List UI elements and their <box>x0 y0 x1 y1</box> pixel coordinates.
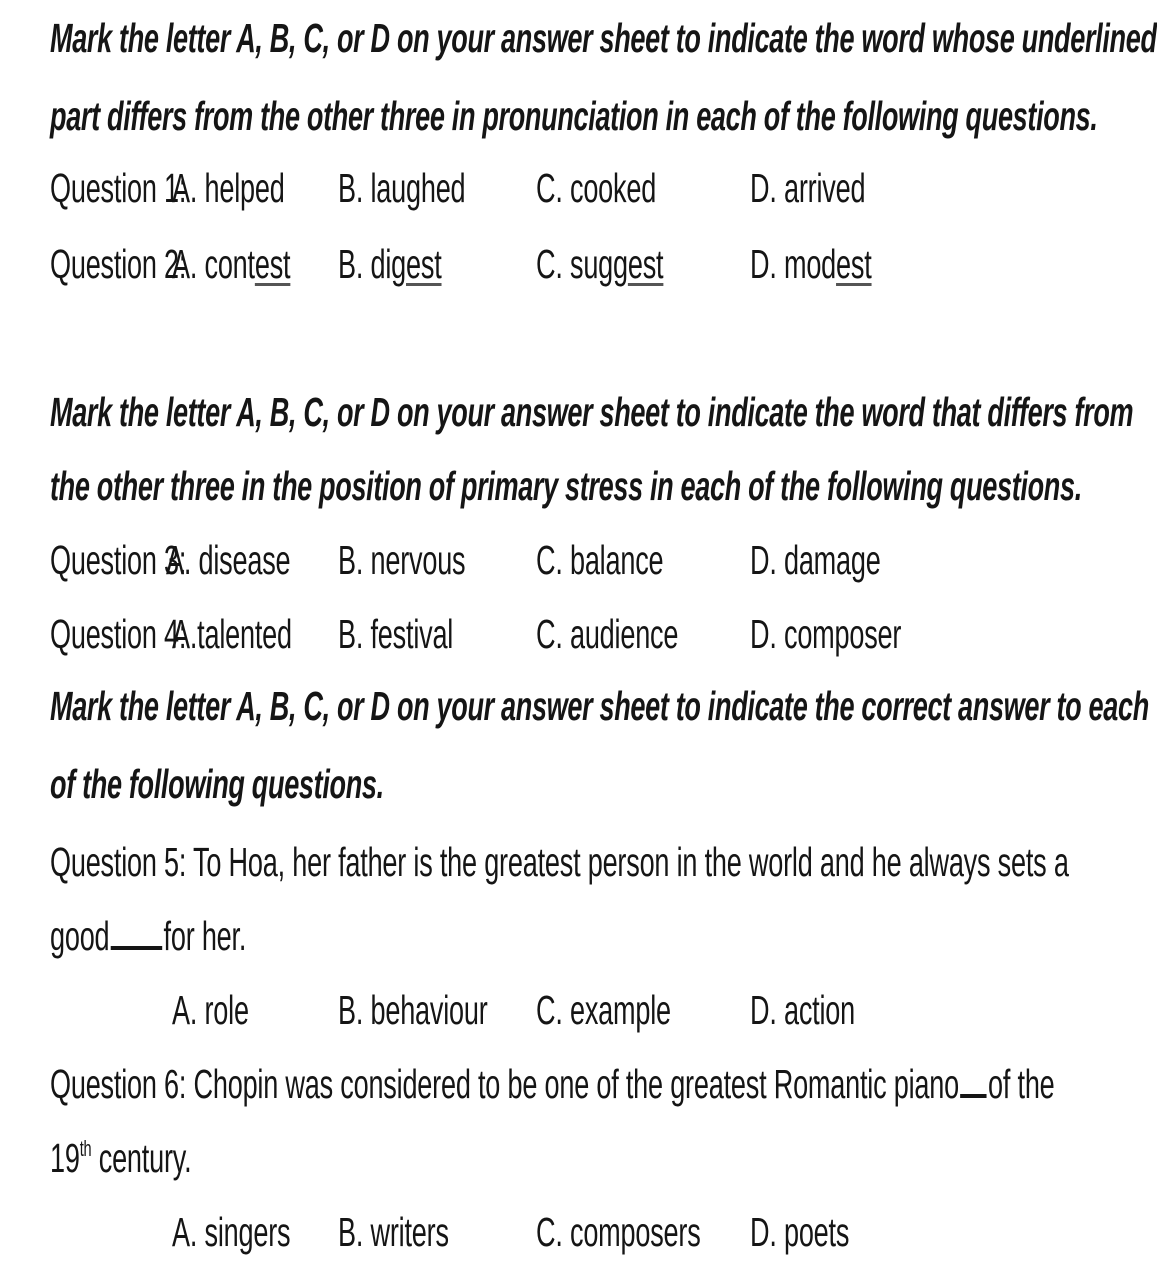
question6-line2: 19th century. <box>50 1135 192 1181</box>
section1-instruction-line2: part differs from the other three in pronunciation in each of the following questions. <box>50 93 1098 139</box>
question1-option-a: A. helped <box>172 165 285 211</box>
question1-option-b: B. laughed <box>338 165 466 211</box>
question5-option-b: B. behaviour <box>338 987 488 1033</box>
question3-label: Question 3: <box>50 537 187 583</box>
underlined-part: est <box>254 241 291 287</box>
question2-option-a: A. contest <box>172 241 291 287</box>
question4-option-a: A.talented <box>172 611 292 657</box>
question3-option-a: A. disease <box>166 537 291 583</box>
section2-instruction-line1: Mark the letter A, B, C, or D on your answer sheet to indicate the word that differs from <box>50 389 1134 435</box>
underlined-part: est <box>836 241 872 287</box>
question5-option-d: D. action <box>750 987 856 1033</box>
question1-option-d: D. arrived <box>750 165 866 211</box>
question6-option-d: D. poets <box>750 1209 850 1255</box>
question6-option-a: A. singers <box>172 1209 291 1255</box>
question6-option-b: B. writers <box>338 1209 449 1255</box>
question2-option-d: D. modest <box>750 241 872 287</box>
question2-label: Question 2: <box>50 241 187 287</box>
section1-instruction-line1: Mark the letter A, B, C, or D on your answer sheet to indicate the word whose underlined <box>50 15 1157 61</box>
question4-label: Question 4: <box>50 611 187 657</box>
question4-option-d: D. composer <box>750 611 902 657</box>
question4-option-c: C. audience <box>536 611 679 657</box>
underlined-part: est <box>406 241 442 287</box>
question3-option-b: B. nervous <box>338 537 466 583</box>
question5-option-a: A. role <box>172 987 249 1033</box>
question6-line1: Question 6: Chopin was considered to be one of the greatest Romantic piano of the <box>50 1061 1055 1107</box>
question3-option-c: C. balance <box>536 537 664 583</box>
question1-label: Question 1: <box>50 165 187 211</box>
question5-line2: good for her. <box>50 913 247 959</box>
question5-line1: Question 5: To Hoa, her father is the greatest person in the world and he always sets a <box>50 839 1069 885</box>
section3-instruction-line1: Mark the letter A, B, C, or D on your answer sheet to indicate the correct answer to each <box>50 683 1149 729</box>
section2-instruction-line2: the other three in the position of primary stress in each of the following questions. <box>50 463 1082 509</box>
question2-option-b: B. digest <box>338 241 442 287</box>
underlined-part: est <box>627 241 664 287</box>
question1-option-c: C. cooked <box>536 165 657 211</box>
section3-instruction-line2: of the following questions. <box>50 761 384 807</box>
answer-blank <box>960 1092 986 1098</box>
question3-option-d: D. damage <box>750 537 881 583</box>
answer-blank <box>111 944 162 950</box>
question2-option-c: C. suggest <box>536 241 664 287</box>
question4-option-b: B. festival <box>338 611 454 657</box>
question6-option-c: C. composers <box>536 1209 701 1255</box>
question5-option-c: C. example <box>536 987 671 1033</box>
